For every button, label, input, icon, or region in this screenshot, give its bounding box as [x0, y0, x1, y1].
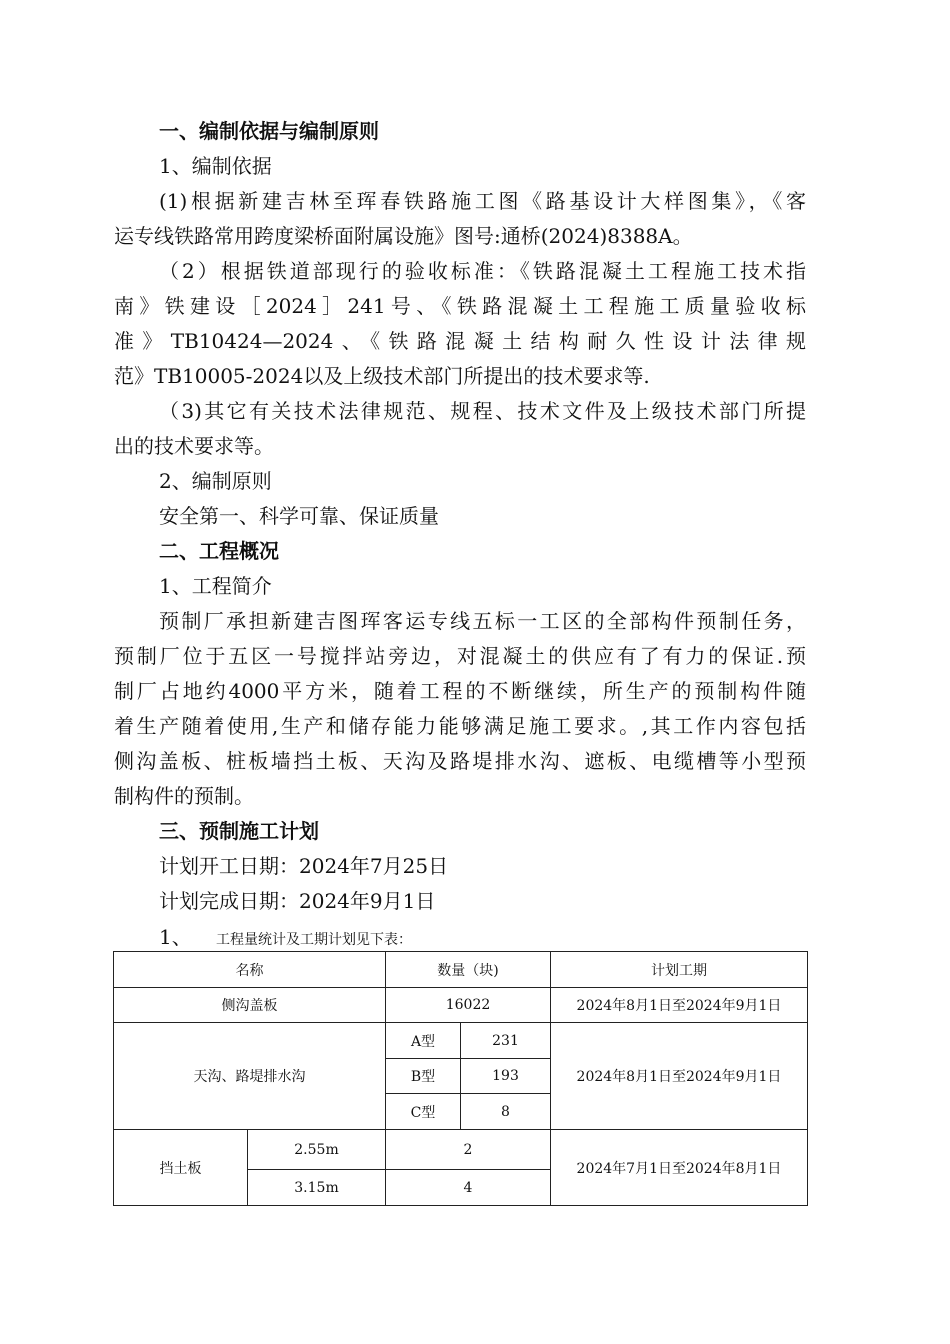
cell-size: 2.55m: [248, 1130, 386, 1170]
section-2-title: 二、工程概况: [159, 539, 279, 563]
cell-name: 天沟、路堤排水沟: [114, 1023, 386, 1130]
cell-type: A型: [386, 1023, 461, 1059]
paragraph-line: (1)根据新建吉林至珲春铁路施工图《路基设计大样图集》，《客: [159, 189, 806, 213]
paragraph-line: 侧沟盖板、桩板墙挡土板、天沟及路堤排水沟、遮板、电缆槽等小型预: [114, 749, 806, 773]
table-row: [114, 1130, 808, 1170]
cell-quantity: 16022: [386, 988, 551, 1023]
plan-end-date: 计划完成日期：2024年9月1日: [159, 889, 436, 913]
plan-start-date: 计划开工日期：2024年7月25日: [159, 854, 449, 878]
paragraph-line: 准》TB10424—2024、《铁路混凝土结构耐久性设计法律规: [114, 329, 806, 353]
table-caption-number: 1、: [159, 925, 192, 949]
table-caption-text: 工程量统计及工期计划见下表：: [216, 932, 412, 948]
cell-period: 2024年8月1日至2024年9月1日: [551, 988, 808, 1023]
header-period: 计划工期: [551, 952, 808, 988]
cell-name: 侧沟盖板: [114, 988, 386, 1023]
cell-name: 挡土板: [114, 1130, 248, 1206]
header-quantity: 数量（块): [386, 952, 551, 988]
section-1-2-heading: 2、编制原则: [159, 469, 272, 493]
paragraph-line: 着生产随着使用,生产和储存能力能够满足施工要求。,其工作内容包括: [114, 714, 806, 738]
paragraph-line: （2）根据铁道部现行的验收标准：《铁路混凝土工程施工技术指: [159, 259, 806, 283]
section-1-1-heading: 1、编制依据: [159, 154, 272, 178]
paragraph-line: 运专线铁路常用跨度梁桥面附属设施》图号:通桥(2024)8388A。: [114, 224, 693, 248]
principle-text: 安全第一、科学可靠、保证质量: [159, 504, 439, 528]
cell-quantity: 8: [461, 1094, 551, 1130]
cell-quantity: 4: [386, 1170, 551, 1206]
paragraph-line: 制厂占地约4000平方米，随着工程的不断继续，所生产的预制构件随: [114, 679, 806, 703]
cell-period: 2024年7月1日至2024年8月1日: [551, 1130, 808, 1206]
table-row: [114, 1023, 808, 1059]
cell-period: 2024年8月1日至2024年9月1日: [551, 1023, 808, 1130]
paragraph-line: 出的技术要求等。: [114, 434, 274, 458]
header-name: 名称: [114, 952, 386, 988]
schedule-table: [113, 951, 808, 1206]
paragraph-line: 范》TB10005-2024以及上级技术部门所提出的技术要求等.: [114, 364, 650, 388]
cell-quantity: 193: [461, 1059, 551, 1094]
table-row: [114, 988, 808, 1023]
paragraph-line: （3)其它有关技术法律规范、规程、技术文件及上级技术部门所提: [159, 399, 806, 423]
table-header-row: [114, 952, 808, 988]
cell-quantity: 231: [461, 1023, 551, 1059]
section-1-title: 一、编制依据与编制原则: [159, 119, 379, 143]
section-3-title: 三、预制施工计划: [159, 819, 319, 843]
paragraph-line: 南》铁建设［2024］241号、《铁路混凝土工程施工质量验收标: [114, 294, 806, 318]
paragraph-line: 预制厂承担新建吉图珲客运专线五标一工区的全部构件预制任务，: [159, 609, 806, 633]
paragraph-line: 制构件的预制。: [114, 784, 254, 808]
cell-type: C型: [386, 1094, 461, 1130]
paragraph-line: 预制厂位于五区一号搅拌站旁边，对混凝土的供应有了有力的保证.预: [114, 644, 806, 668]
section-2-1-heading: 1、工程简介: [159, 574, 272, 598]
cell-size: 3.15m: [248, 1170, 386, 1206]
cell-type: B型: [386, 1059, 461, 1094]
cell-quantity: 2: [386, 1130, 551, 1170]
